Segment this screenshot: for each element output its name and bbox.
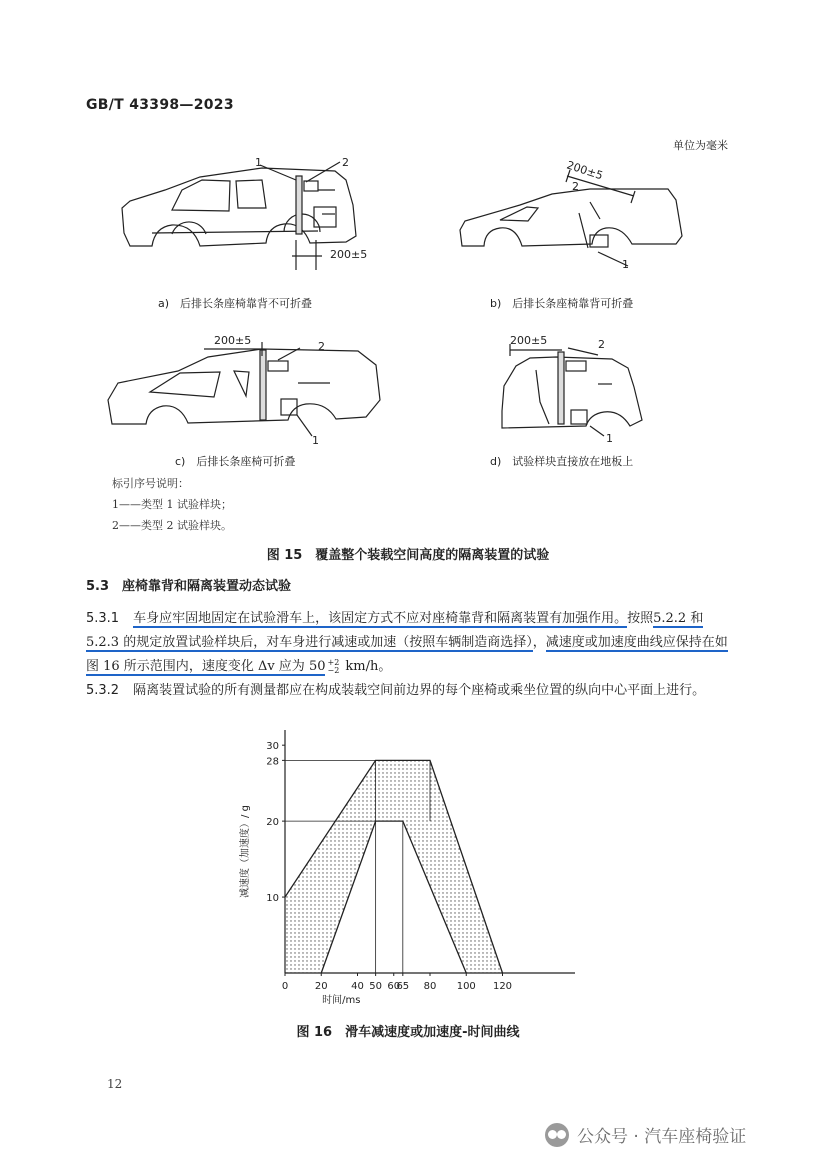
callout-a-1: 1	[255, 156, 262, 169]
x-tick-label: 65	[396, 981, 410, 992]
page-number: 12	[107, 1077, 123, 1091]
clause-5-3-1-sentence-3: 减速度或加速度曲线应保持在如图 16 所示范围内	[86, 635, 728, 674]
figure-15-caption: 图 15 覆盖整个装载空间高度的隔离装置的试验	[266, 548, 550, 563]
figure-16-chart	[230, 720, 590, 1020]
clause-5-3-1-text-2c: 对车身进行减速或加速（按照车辆制造商选择）	[266, 635, 533, 650]
x-tick-label: 20	[314, 981, 328, 992]
dim-c: 200±5	[214, 334, 252, 347]
dim-b: 200±5	[565, 158, 605, 183]
x-tick-label: 100	[456, 981, 476, 992]
x-tick-label: 40	[351, 981, 364, 992]
figure-15-drawings	[0, 0, 827, 480]
y-axis-label: 减速度（加速度）/ g	[240, 805, 251, 898]
corridor-fill	[285, 760, 503, 973]
clause-5-3-1-text-5: km/h。	[341, 659, 392, 674]
figure-15b-label: b) 后排长条座椅靠背可折叠	[490, 297, 634, 310]
y-tick-label: 20	[266, 817, 279, 829]
legend-title: 标引序号说明：	[112, 477, 189, 490]
tolerance	[327, 659, 339, 675]
y-tick-label: 10	[266, 893, 279, 905]
dim-d: 200±5	[510, 334, 548, 347]
legend-item-2: 2——类型 2 试验样块。	[112, 519, 232, 532]
clause-number-5-3-2: 5.3.2	[86, 683, 120, 698]
y-tick-label: 30	[266, 741, 279, 753]
x-tick-label: 50	[369, 981, 382, 992]
figure-15a-label: a) 后排长条座椅靠背不可折叠	[158, 297, 313, 310]
clause-5-3-1-text-4: ，速度变化 Δv 应为 50	[188, 659, 326, 674]
callout-d-2: 2	[598, 338, 605, 351]
section-heading: 5.3 座椅靠背和隔离装置动态试验	[86, 579, 292, 594]
callout-c-2: 2	[318, 340, 325, 353]
x-tick-label: 80	[423, 981, 437, 992]
vehicle-c-drawing	[108, 342, 380, 436]
tolerance-lower: −2	[327, 665, 340, 675]
figure-15c-label: c) 后排长条座椅可折叠	[175, 455, 296, 468]
vehicle-a-drawing	[122, 162, 356, 270]
dim-a: 200±5	[330, 248, 368, 261]
clause-5-3-2-text: 隔离装置试验的所有测量都应在构成装载空间前边界的每个座椅或乘坐位置的纵向中心平面上进行。	[133, 683, 706, 698]
callout-a-2: 2	[342, 156, 349, 169]
vehicle-b-drawing	[460, 170, 682, 266]
clause-5-3-1-sentence-1: 车身应牢固地固定在试验滑车上，该固定方式不应对座椅靠背和隔离装置有加强作用。	[133, 611, 628, 626]
legend-item-1: 1——类型 1 试验样块；	[112, 498, 232, 511]
watermark	[545, 1122, 746, 1147]
y-tick-label: 28	[266, 756, 279, 768]
figure-15d-label: d) 试验样块直接放在地板上	[490, 455, 634, 468]
x-tick-label: 120	[492, 981, 513, 992]
unit-note: 单位为毫米	[673, 139, 728, 152]
clause-number-5-3-1: 5.3.1	[86, 611, 120, 626]
wechat-icon	[545, 1123, 569, 1147]
callout-b-1: 1	[622, 258, 629, 271]
x-tick-label: 60	[387, 981, 401, 992]
callout-c-1: 1	[312, 434, 319, 447]
paragraph-5-3-1	[86, 607, 730, 679]
tolerance-upper: +2	[327, 657, 340, 667]
watermark-text: 公众号 · 汽车座椅验证	[577, 1127, 747, 1147]
callout-b-2: 2	[572, 180, 579, 193]
standard-number: GB/T 43398—2023	[86, 97, 234, 113]
clause-5-3-1-text-2a: 按照	[627, 611, 654, 626]
x-tick-label: 0	[281, 981, 289, 992]
clause-5-3-1-text-2b: 5.2.2 和 5.2.3 的规定放置试验样块后，	[86, 611, 704, 650]
clause-5-3-1-text-2d: ，	[532, 635, 546, 650]
x-axis-label: 时间/ms	[322, 995, 361, 1006]
paragraph-5-3-2	[86, 679, 730, 703]
vehicle-d-drawing	[502, 344, 642, 436]
figure-16-caption: 图 16 滑车减速度或加速度-时间曲线	[296, 1025, 520, 1040]
callout-d-1: 1	[606, 432, 613, 445]
